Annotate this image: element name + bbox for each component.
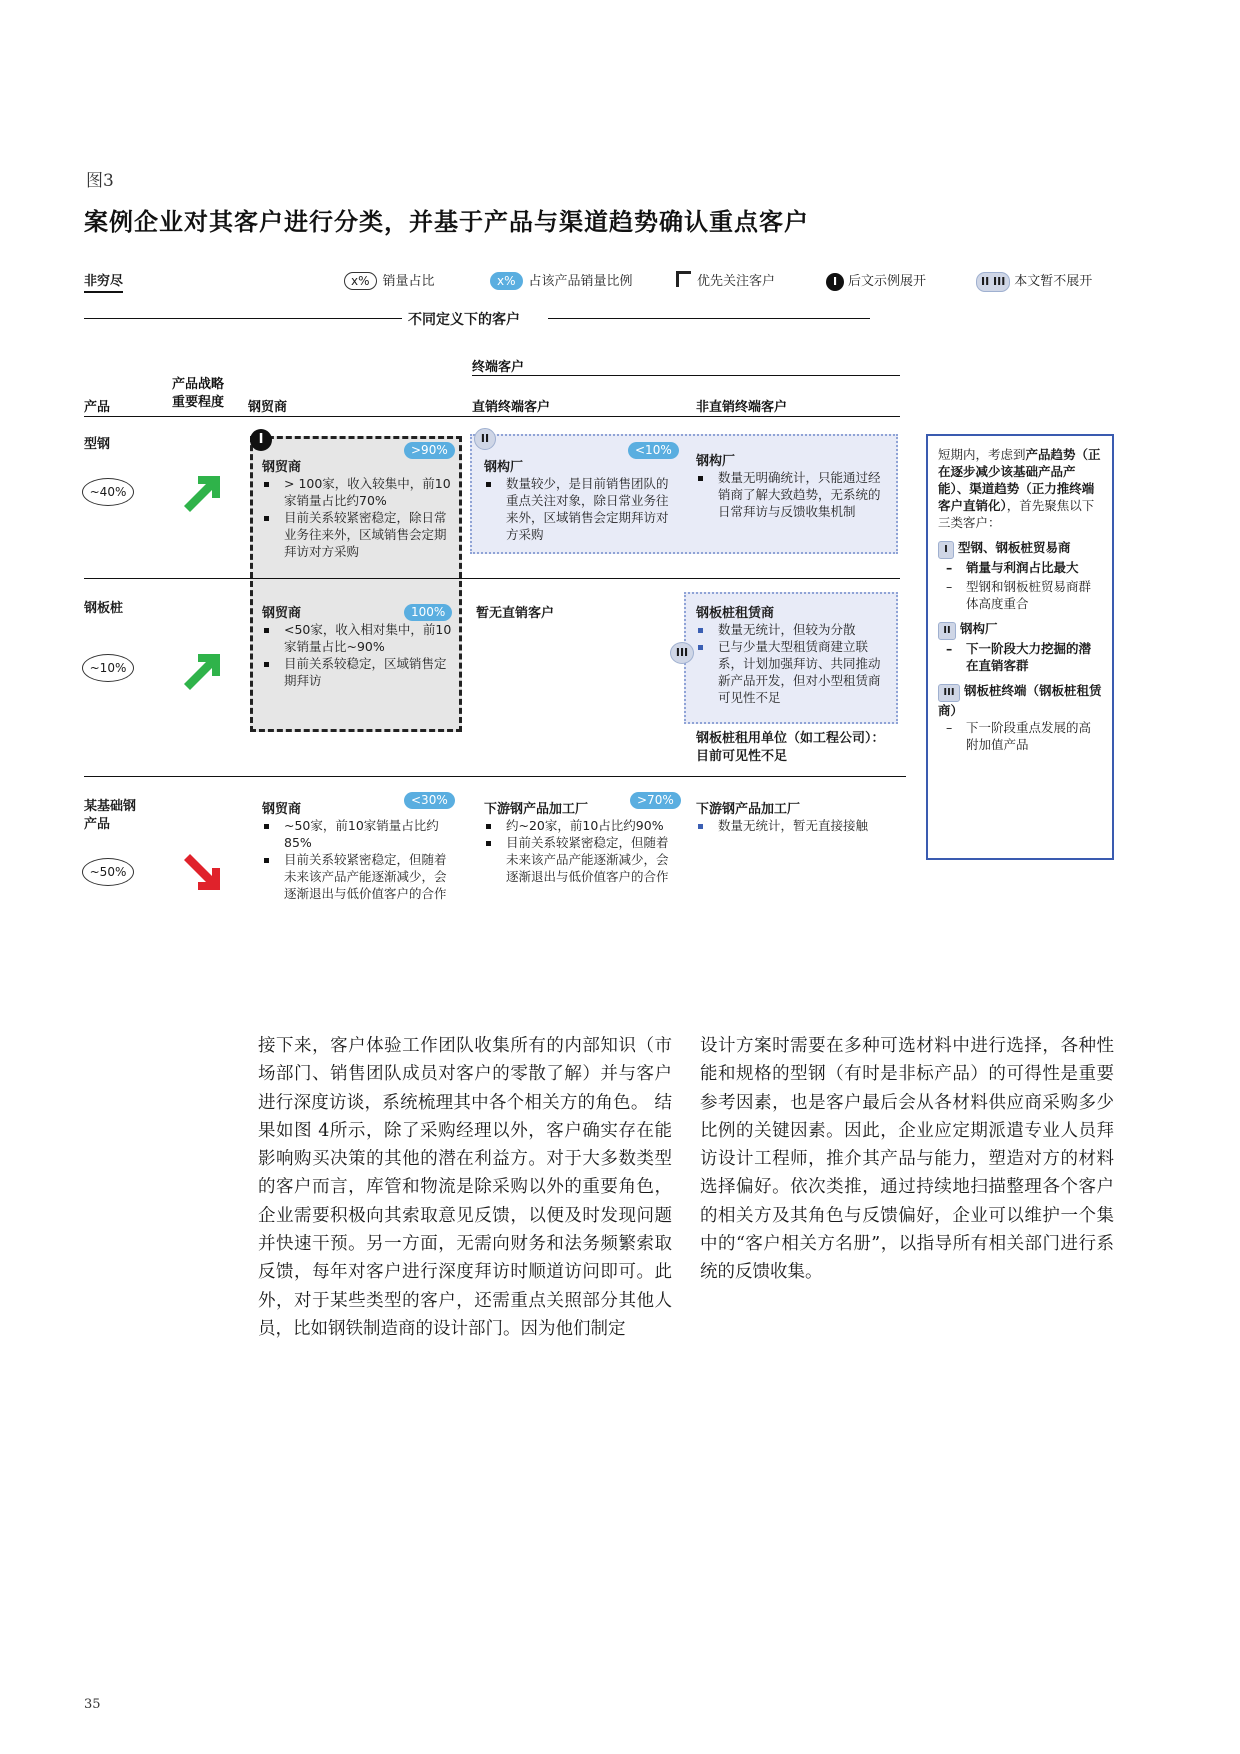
direct-cell-title: 暂无直销客户 [476,606,555,621]
bullet-item: 数量无统计，暂无直接接触 [696,817,886,834]
trend-down-arrow-icon [184,852,224,892]
summary-group-title: 钢板桩终端（钢板桩租赁商） [938,683,1102,718]
roman-badge-grey: II III [976,272,1010,292]
product-share-badge: 100% [404,604,452,621]
end-customer-header: 终端客户 [472,360,525,375]
sales-share-oval: ~10% [82,654,134,682]
legend-not-expanded [976,270,1092,292]
bullet-item: 数量无统计，但较为分散 [696,621,892,638]
divider [84,416,900,417]
cell-title: 下游钢产品加工厂 [696,802,801,817]
summary-group [938,539,1102,612]
legend-product-share-label: 占该产品销量比例 [528,274,633,289]
cell-title: 钢贸商 [262,802,302,817]
product-share-badge: <30% [404,792,455,809]
section-heading: 不同定义下的客户 [408,312,520,328]
roman-badge: I [250,429,272,451]
summary-group-title: 型钢、钢板桩贸易商 [958,540,1071,555]
cell-title: 钢贸商 [262,606,302,621]
non-direct-end-header: 非直销终端客户 [696,400,788,415]
product-share-badge: <10% [628,442,679,459]
trend-up-arrow-icon [184,474,224,514]
priority-bracket-icon [676,271,691,287]
roman-badge: II [938,622,956,640]
figure-label: 图3 [86,171,114,191]
summary-group [938,620,1102,674]
product-share-badge: >90% [404,442,455,459]
row-product-name: 型钢 [84,437,111,452]
trader-header: 钢贸商 [248,400,288,415]
legend-sales-share-label: 销量占比 [382,274,435,289]
summary-group-title: 钢构厂 [960,621,998,636]
non-direct-extra-note: 钢板桩租用单位（如工程公司）：目前可见性不足 [696,731,885,764]
product-share-pill: x% [490,272,523,290]
summary-item-text: 销量与利润占比最大 [966,560,1079,575]
product-header: 产品 [84,400,111,415]
non-direct-cell [696,602,892,706]
trend-up-arrow-icon [184,652,224,692]
divider [84,776,906,777]
cell-title: 钢贸商 [262,460,302,475]
legend-expanded-label: 后文示例展开 [848,274,927,289]
summary-intro-text: ，首先聚焦以下三类客户： [938,498,1095,530]
row-product-name: 某基础钢产品 [84,799,137,832]
legend-sales-share [344,270,435,290]
summary-item: – 下一阶段重点发展的高附加值产品 [946,720,1092,752]
cell-title: 钢构厂 [484,460,524,475]
summary-item-text: 下一阶段重点发展的高附加值产品 [966,720,1092,752]
bullet-item: 目前关系较稳定，区域销售定期拜访 [262,655,452,689]
summary-intro-text: 短期内，考虑到 [938,447,1026,462]
roman-badge-grey: III [670,642,694,664]
bullet-item: 目前关系较紧密稳定，但随着未来该产品产能逐渐减少，会逐渐退出与低价值客户的合作 [484,834,674,885]
bullet-item: > 100家，收入较集中，前10家销量占比约70% [262,475,452,509]
summary-intro-bold: 产品趋势（正在逐步减少该基础产品产能）、渠道趋势（正力推终端客户直销化） [938,447,1101,513]
cell-title: 下游钢产品加工厂 [484,802,589,817]
bullet-item: ~50家，前10家销量占比约85% [262,817,452,851]
body-paragraph: 接下来，客户体验工作团队收集所有的内部知识（市场部门、销售团队成员对客户的零散了解）并与客户进行深度访谈，系统梳理其中各个相关方的角色。 结果如图 4所示，除了采购经理以外，客户确实存在能影响购买决策的其他的潜在利益方。对于大多数类型的客户而言，库管和物流是除采购以外的重要角色，企业需要积极向其索取意见反馈，以便及时发现问题并快速干预。另一方面，无需向财务和法务频繁索取反馈，每年对客户进行深度拜访时顺道访问即可。此外，对于某些类型的客户，还需重点关照部分其他人员，比如钢铁制造商的设计部门。因为他们制定 [258,1036,672,1339]
sales-share-pill: x% [344,272,377,290]
roman-badge: I [938,541,954,559]
sales-share-oval: ~50% [82,858,134,886]
divider [84,318,402,319]
summary-item-text: 下一阶段大力挖掘的潜在直销客群 [966,641,1092,673]
cell-title: 钢板桩租赁商 [696,606,775,621]
non-direct-cell [696,450,886,520]
figure-title: 案例企业对其客户进行分类，并基于产品与渠道趋势确认重点客户 [84,207,809,236]
legend-product-share [490,270,633,290]
bullet-item: 目前关系较紧密稳定，但随着未来该产品产能逐渐减少，会逐渐退出与低价值客户的合作 [262,851,452,902]
direct-end-header: 直销终端客户 [472,400,551,415]
summary-item: – 型钢和钢板桩贸易商群体高度重合 [946,579,1092,611]
body-paragraph: 设计方案时需要在多种可选材料中进行选择，各种性能和规格的型钢（有时是非标产品）的可得性是重要参考因素，也是客户最后会从各材料供应商采购多少比例的关键因素。因此，企业应定期派遣专业人员拜访设计工程师，推介其产品与能力，塑造对方的材料选择偏好。依次类推，通过持续地扫描整理各个客户的相关方及其角色与反馈偏好，企业可以维护一个集中的“客户相关方名册”，以指导所有相关部门进行系统的反馈收集。 [700,1036,1114,1283]
summary-group [938,682,1102,753]
roman-badge: III [938,684,960,702]
non-direct-cell [696,798,886,834]
page-number: 35 [84,1697,101,1712]
non-exhaustive-note: 非穷尽 [84,270,123,293]
body-column-left [258,1032,672,1343]
roman-badge-grey: II [474,428,496,450]
bullet-item: <50家，收入相对集中，前10家销量占比~90% [262,621,452,655]
bullet-item: 约~20家，前10占比约90% [484,817,674,834]
trader-cell [262,456,452,560]
product-share-badge: >70% [630,792,681,809]
roman-badge: I [826,273,844,291]
direct-cell [484,798,674,885]
legend-expanded [826,270,926,291]
trader-cell [262,602,452,689]
divider [84,578,900,579]
row-product-name: 钢板桩 [84,601,124,616]
bullet-item: 目前关系较紧密稳定，除日常业务往来外，区域销售会定期拜访对方采购 [262,509,452,560]
legend-priority [676,270,775,289]
focus-summary-box [926,434,1114,860]
sales-share-oval: ~40% [82,478,134,506]
summary-intro [938,446,1102,531]
cell-title: 钢构厂 [696,454,736,469]
legend-not-expanded-label: 本文暂不展开 [1014,274,1093,289]
bullet-item: 已与少量大型租赁商建立联系，计划加强拜访、共同推动新产品开发，但对小型租赁商可见性不足 [696,638,892,706]
divider [548,318,870,319]
divider [472,375,900,376]
trader-cell [262,798,452,902]
summary-item: – 销量与利润占比最大 [946,560,1079,575]
summary-item: – 下一阶段大力挖掘的潜在直销客群 [946,641,1092,673]
body-column-right [700,1032,1114,1287]
summary-item-text: 型钢和钢板桩贸易商群体高度重合 [966,579,1092,611]
bullet-item: 数量无明确统计，只能通过经销商了解大致趋势，无系统的日常拜访与反馈收集机制 [696,469,886,520]
bullet-item: 数量较少，是目前销售团队的重点关注对象，除日常业务往来外，区域销售会定期拜访对方采购 [484,475,674,543]
importance-header: 产品战略重要程度 [172,377,225,410]
direct-cell [484,456,674,543]
legend-priority-label: 优先关注客户 [697,274,776,289]
